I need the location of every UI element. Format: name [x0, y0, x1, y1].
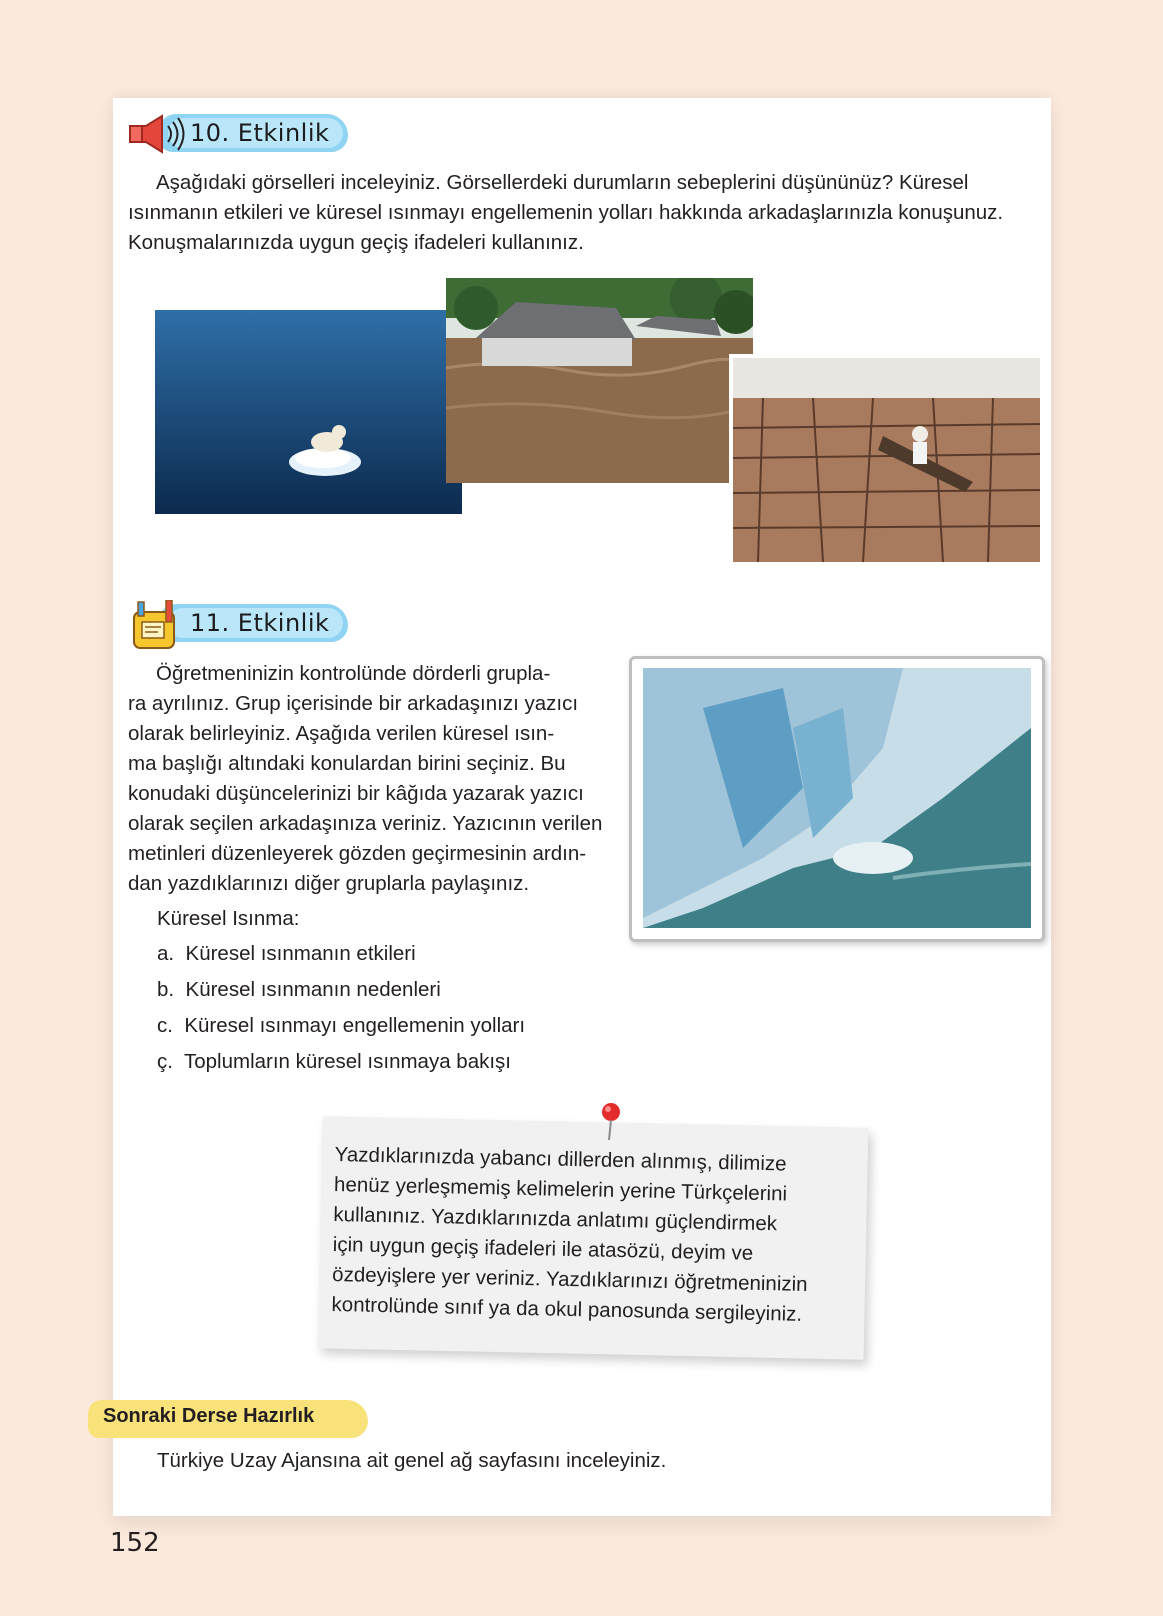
next-lesson-text: Türkiye Uzay Ajansına ait genel ağ sayfasını inceleyiniz.	[157, 1449, 667, 1472]
activity-11-paragraph: Öğretmeninizin kontrolünde dörderli grupla- ra ayrılınız. Grup içerisinde bir arkadaşınızı yazıcı olarak belirleyiniz. Aşağıda verilen küresel ısın- ma başlığı altındaki konulardan birini seçiniz. Bu konudaki düşüncelerinizi bir kâğıda yazarak yazıcı olarak seçilen arkadaşınıza veriniz. Yazıcının verilen metinleri düzenleyerek gözden geçirmesinin ardın- dan yazdıklarınızı diğer gruplarla paylaşınız.	[128, 662, 603, 895]
flooded-house-photo	[446, 278, 753, 483]
pencil-notepad-icon	[128, 600, 184, 657]
activity-11-heading	[128, 600, 378, 646]
polar-bear-photo	[155, 310, 462, 514]
drought-boat-photo	[729, 354, 1040, 562]
pushpin-icon	[600, 1102, 622, 1147]
glacier-photo	[643, 668, 1031, 928]
activity-11-title: 11. Etkinlik	[190, 609, 330, 637]
megaphone-icon	[128, 110, 188, 161]
list-item: a. Küresel ısınmanın etkileri	[157, 942, 416, 965]
note-text: Yazdıklarınızda yabancı dillerden alınmış, dilimize henüz yerleşmemiş kelimelerin yerine Türkçelerini kullanınız. Yazdıklarınızda anlatımı güçlendirmek için uygun geçiş ifadeleri ile atasözü, deyim ve özdeyişlere yer veriniz. Yazdıklarınızı öğretmeninizin kontrolünde sınıf ya da okul panosunda sergileyiniz.	[331, 1142, 808, 1326]
activity-10-heading	[128, 110, 378, 156]
activity-10-instructions: Aşağıdaki görselleri inceleyiniz. Görsellerdeki durumların sebeplerini düşününüz? Küresel ısınmanın etkileri ve küresel ısınmayı engellemenin yolları hakkında arkadaşlarınızla konuşunuz. Konuşmalarınızda uygun geçiş ifadeleri kullanınız.	[128, 171, 1004, 254]
list-item: c. Küresel ısınmayı engellemenin yolları	[157, 1014, 526, 1037]
list-title: Küresel Isınma:	[157, 907, 300, 930]
list-item: ç. Toplumların küresel ısınmaya bakışı	[157, 1050, 511, 1073]
activity-10-title: 10. Etkinlik	[190, 119, 330, 147]
list-item: b. Küresel ısınmanın nedenleri	[157, 978, 441, 1001]
page-number: 152	[110, 1528, 160, 1558]
next-lesson-title: Sonraki Derse Hazırlık	[103, 1405, 315, 1427]
